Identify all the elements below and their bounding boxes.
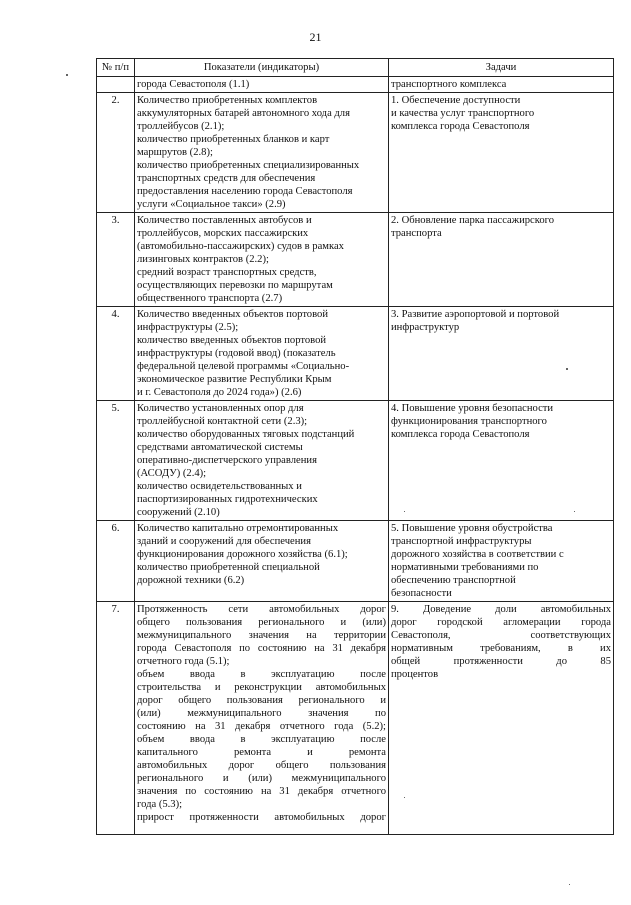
task-line: дорог городской агломерации города: [391, 617, 611, 628]
indicator-line: экономическое развитие Республики Крым: [137, 374, 332, 385]
indicator-line: сооружений (2.10): [137, 507, 220, 518]
indicator-line: и г. Севастополя до 2024 года») (2.6): [137, 387, 302, 398]
indicator-line: отчетного года (5.1);: [137, 656, 230, 667]
row-task: [389, 213, 614, 307]
indicator-line: услуги «Социальное такси» (2.9): [137, 199, 286, 210]
task-line: комплекса города Севастополя: [391, 429, 530, 440]
task-line: нормативными требованиями по: [391, 562, 539, 573]
indicator-line: паспортизированных гидротехнических: [137, 494, 318, 505]
indicator-line: города Севастополя по состоянию на 31 декабря: [137, 643, 386, 654]
row-number: 5.: [97, 401, 135, 521]
task-line: обеспечению транспортной: [391, 575, 516, 586]
indicators-table: [96, 58, 614, 835]
indicator-line: количество оборудованных тяговых подстанций: [137, 429, 355, 440]
task-line: 1. Обеспечение доступности: [391, 95, 521, 106]
row-task: [389, 77, 614, 93]
scan-speck: [566, 368, 568, 370]
scan-speck: [404, 797, 405, 798]
indicator-line: Количество установленных опор для: [137, 403, 304, 414]
page-number: 21: [309, 30, 322, 44]
indicator-line: объем ввода в эксплуатацию после: [137, 734, 386, 745]
indicator-line: количество приобретенных специализированных: [137, 160, 360, 171]
indicator-line: года (5.3);: [137, 799, 183, 810]
header-tasks: Задачи: [389, 59, 614, 77]
indicator-line: средствами автоматической системы: [137, 442, 303, 453]
indicator-line: значения по состоянию на 31 декабря отчетного: [137, 786, 386, 797]
indicator-line: общего пользования регионального и (или): [137, 617, 386, 628]
indicator-line: оперативно-диспетчерского управления: [137, 455, 317, 466]
indicator-line: (АСОДУ) (2.4);: [137, 468, 207, 479]
row-indicators: [135, 307, 389, 401]
task-line: инфраструктур: [391, 322, 460, 333]
header-indicators: Показатели (индикаторы): [135, 59, 389, 77]
indicator-line: количество введенных объектов портовой: [137, 335, 327, 346]
scan-speck: [66, 74, 68, 76]
row-task: [389, 521, 614, 602]
task-line: транспорта: [391, 228, 442, 239]
indicator-line: осуществляющих перевозки по маршрутам: [137, 280, 333, 291]
table-row: [97, 307, 614, 401]
table-row: [97, 602, 614, 835]
task-line: 4. Повышение уровня безопасности: [391, 403, 554, 414]
indicator-line: Количество капитально отремонтированных: [137, 523, 339, 534]
indicator-line: (автомобильно-пассажирских) судов в рамках: [137, 241, 344, 252]
indicator-line: лизинговых контрактов (2.2);: [137, 254, 269, 265]
task-line: 9. Доведение доли автомобильных: [391, 604, 611, 615]
indicator-line: троллейбусов (2.1);: [137, 121, 225, 132]
scan-speck: [569, 884, 570, 885]
task-line: дорожного хозяйства в соответствии с: [391, 549, 564, 560]
indicator-line: капитального ремонта и ремонта: [137, 747, 386, 758]
indicator-line: троллейбусов, морских пассажирских: [137, 228, 309, 239]
indicator-line: межмуниципального значения на территории: [137, 630, 386, 641]
task-line: процентов: [391, 669, 439, 680]
indicator-line: Количество поставленных автобусов и: [137, 215, 312, 226]
task-line: комплекса города Севастополя: [391, 121, 530, 132]
indicator-line: регионального и (или) межмуниципального: [137, 773, 386, 784]
header-number: № п/п: [97, 59, 135, 77]
task-line: и качества услуг транспортного: [391, 108, 535, 119]
row-number: 4.: [97, 307, 135, 401]
row-indicators: [135, 77, 389, 93]
indicator-line: состоянию на 31 декабря отчетного года (5.2);: [137, 721, 386, 732]
row-indicators: [135, 401, 389, 521]
row-task: [389, 307, 614, 401]
table-row: [97, 521, 614, 602]
table-row: [97, 77, 614, 93]
task-line: транспортного комплекса: [391, 79, 507, 90]
row-task: [389, 401, 614, 521]
task-line: общей протяженности до 85: [391, 656, 611, 667]
task-line: функционирования транспортного: [391, 416, 547, 427]
row-task: [389, 602, 614, 835]
indicator-line: количество приобретенной специальной: [137, 562, 320, 573]
row-indicators: [135, 93, 389, 213]
indicator-line: маршрутов (2.8);: [137, 147, 213, 158]
task-line: транспортной инфраструктуры: [391, 536, 532, 547]
indicator-line: дорожной техники (6.2): [137, 575, 245, 586]
task-line: безопасности: [391, 588, 452, 599]
indicator-line: федеральной целевой программы «Социально-: [137, 361, 350, 372]
row-number: 2.: [97, 93, 135, 213]
indicator-line: строительства и реконструкции автомобильных: [137, 682, 386, 693]
indicator-line: Протяженность сети автомобильных дорог: [137, 604, 386, 615]
indicator-line: аккумуляторных батарей автономного хода для: [137, 108, 350, 119]
row-number: 7.: [97, 602, 135, 835]
indicator-line: прирост протяженности автомобильных дорог: [137, 812, 386, 823]
scan-speck: [574, 511, 575, 512]
indicator-line: функционирования дорожного хозяйства (6.1);: [137, 549, 348, 560]
indicator-line: города Севастополя (1.1): [137, 79, 250, 90]
row-number: 6.: [97, 521, 135, 602]
indicator-line: количество освидетельствованных и: [137, 481, 302, 492]
task-line: 3. Развитие аэропортовой и портовой: [391, 309, 560, 320]
table-row: [97, 213, 614, 307]
indicator-line: общественного транспорта (2.7): [137, 293, 283, 304]
task-line: 2. Обновление парка пассажирского: [391, 215, 555, 226]
indicator-line: количество приобретенных бланков и карт: [137, 134, 330, 145]
indicator-line: инфраструктуры (2.5);: [137, 322, 239, 333]
task-line: нормативным требованиям, в их: [391, 643, 611, 654]
table-row: [97, 401, 614, 521]
indicator-line: объем ввода в эксплуатацию после: [137, 669, 386, 680]
indicator-line: средний возраст транспортных средств,: [137, 267, 317, 278]
task-line: 5. Повышение уровня обустройства: [391, 523, 553, 534]
row-indicators: [135, 213, 389, 307]
indicator-line: (или) межмуниципального значения по: [137, 708, 386, 719]
indicator-line: Количество приобретенных комплектов: [137, 95, 318, 106]
indicator-line: дорог общего пользования регионального и: [137, 695, 386, 706]
row-task: [389, 93, 614, 213]
row-indicators: [135, 521, 389, 602]
indicator-line: зданий и сооружений для обеспечения: [137, 536, 311, 547]
scan-speck: [404, 511, 405, 512]
indicator-line: троллейбусной контактной сети (2.3);: [137, 416, 308, 427]
row-indicators: [135, 602, 389, 835]
table-row: [97, 93, 614, 213]
indicator-line: автомобильных дорог общего пользования: [137, 760, 386, 771]
indicator-line: транспортных средств для обеспечения: [137, 173, 316, 184]
row-number: [97, 77, 135, 93]
indicator-line: предоставления населению города Севастополя: [137, 186, 353, 197]
row-number: 3.: [97, 213, 135, 307]
indicator-line: инфраструктуры (годовой ввод) (показатель: [137, 348, 336, 359]
table-header-row: [97, 59, 614, 77]
indicator-line: Количество введенных объектов портовой: [137, 309, 329, 320]
task-line: Севастополя, соответствующих: [391, 630, 611, 641]
